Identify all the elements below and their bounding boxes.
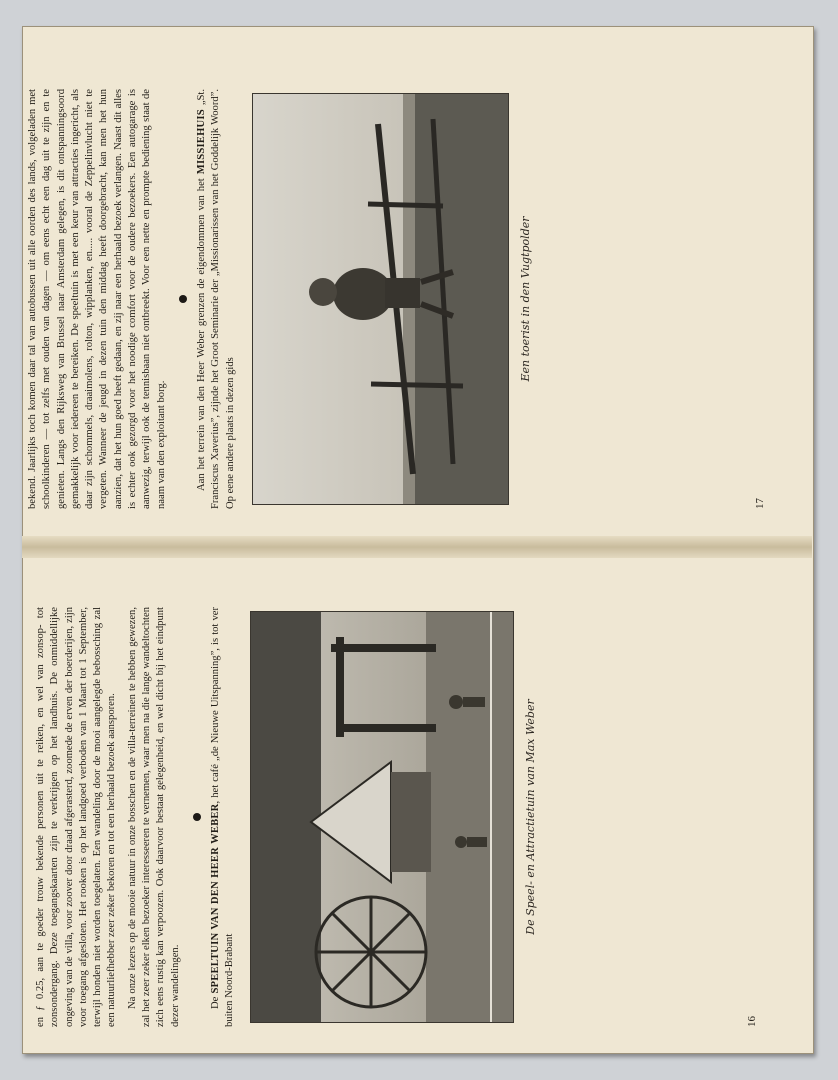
missiehuis-heading: MISSIEHUIS: [195, 109, 207, 175]
photo-speeltuin-image: [251, 612, 513, 1022]
page-17: [12, 59, 772, 539]
paragraph-2-rest: „St. Franciscus Xaverius”, zijnde het Groot Seminarie der „Missionarissen van het Goddelijk Woord”. Op eene andere plaats in dezen gids: [195, 89, 236, 509]
page-16-column: [12, 607, 772, 1027]
paragraph-3-rest: , het café „de Nieuwe Uitspanning”, is tot ver buiten Noord-Brabant: [209, 607, 236, 1027]
page-16-caption: De Speel- en Attractietuin van Max Weber: [523, 699, 537, 935]
page-16: [12, 577, 772, 1057]
page-16-paragraph-3: [209, 607, 238, 1027]
page-16-paragraph-1: en ƒ 0.25, aan te goeder trouw bekende personen uit te reiken, en wel van zonsop- tot zonsondergang. Deze toegangskaarten zijn te verkrijgen op het landhuis. De onmiddellijke ongeving van de villa, voor zoover door draad afgerasterd, zoomede de erven der boerderijen, zijn voor toegang afgesloten. Het rooken is op het landgoed verboden van 1 Maart tot 1 September, terwijl honden niet worden toegelaten. Een wandeling door de mooi aangelegde bebossching zal een natuurliefhebber zeer zeker bekoren en tot een herhaald bezoek aansporen.: [35, 607, 118, 1027]
page-17-caption: Een toerist in den Vugtpolder: [518, 216, 532, 382]
page-17-column: [12, 89, 772, 509]
page-number-16: 16: [746, 1016, 758, 1027]
photo-tourist-vugtpolder: [252, 93, 509, 505]
section-bullet: [179, 295, 187, 303]
paragraph-2-lead: Aan het terrein van den Heer Weber grenzen de eigendommen van het: [195, 174, 207, 491]
photo-tourist-image: [253, 94, 508, 504]
section-bullet: [193, 813, 201, 821]
page-number-17: 17: [754, 498, 766, 509]
booklet-spine-fold: [22, 536, 812, 558]
speeltuin-heading: SPEELTUIN VAN DEN HEER WEBER: [209, 803, 221, 994]
page-16-paragraph-2: Na onze lezers op de mooie natuur in onze bosschen en de villa-terreinen te hebben gewezen, zal het zeer zeker elken bezoeker interesseeren te vernemen, waar men na die lange wandeltochten zich eens rustig kan verpoozen. Ook daarvoor bestaat gelegenheid, en wel dicht bij het eindpunt dezer wandelingen.: [126, 607, 181, 1027]
page-17-paragraph-1: bekend. Jaarlijks toch komen daar tal van autobussen uit alle oorden des lands, volgeladen met schoolkinderen — tot zelfs met ouden van dagen — om eens echt een dag uit te zijn en te genieten. Langs den Rijksweg van Brussel naar Amsterdam gelegen, is dit ontspanningsoord gemakkelijk voor iedereen te bereiken. De speeltuin is met een keur van attracties ingericht, als daar zijn schommels, draaimolens, rolton, wipplanken, en..... vooral de Zeppelinvlucht niet te vergeten. Wanneer de jeugd in dezen tuin den middag heeft doorgebracht, kan men het hun aanzien, dat het hun goed heeft gedaan, en zij naar een herhaald bezoek verlangen. Naast dit alles is echter ook gezorgd voor het noodige comfort voor de oudere bezoekers. Een autogarage is aanwezig, terwijl ook de tennisbaan niet ontbreekt. Voor een nette en prompte bediening staat de naam van den exploitant borg.: [27, 89, 167, 509]
paragraph-3-lead: De: [209, 993, 221, 1009]
photo-speeltuin-weber: [250, 611, 514, 1023]
page-17-paragraph-2: [195, 89, 238, 509]
